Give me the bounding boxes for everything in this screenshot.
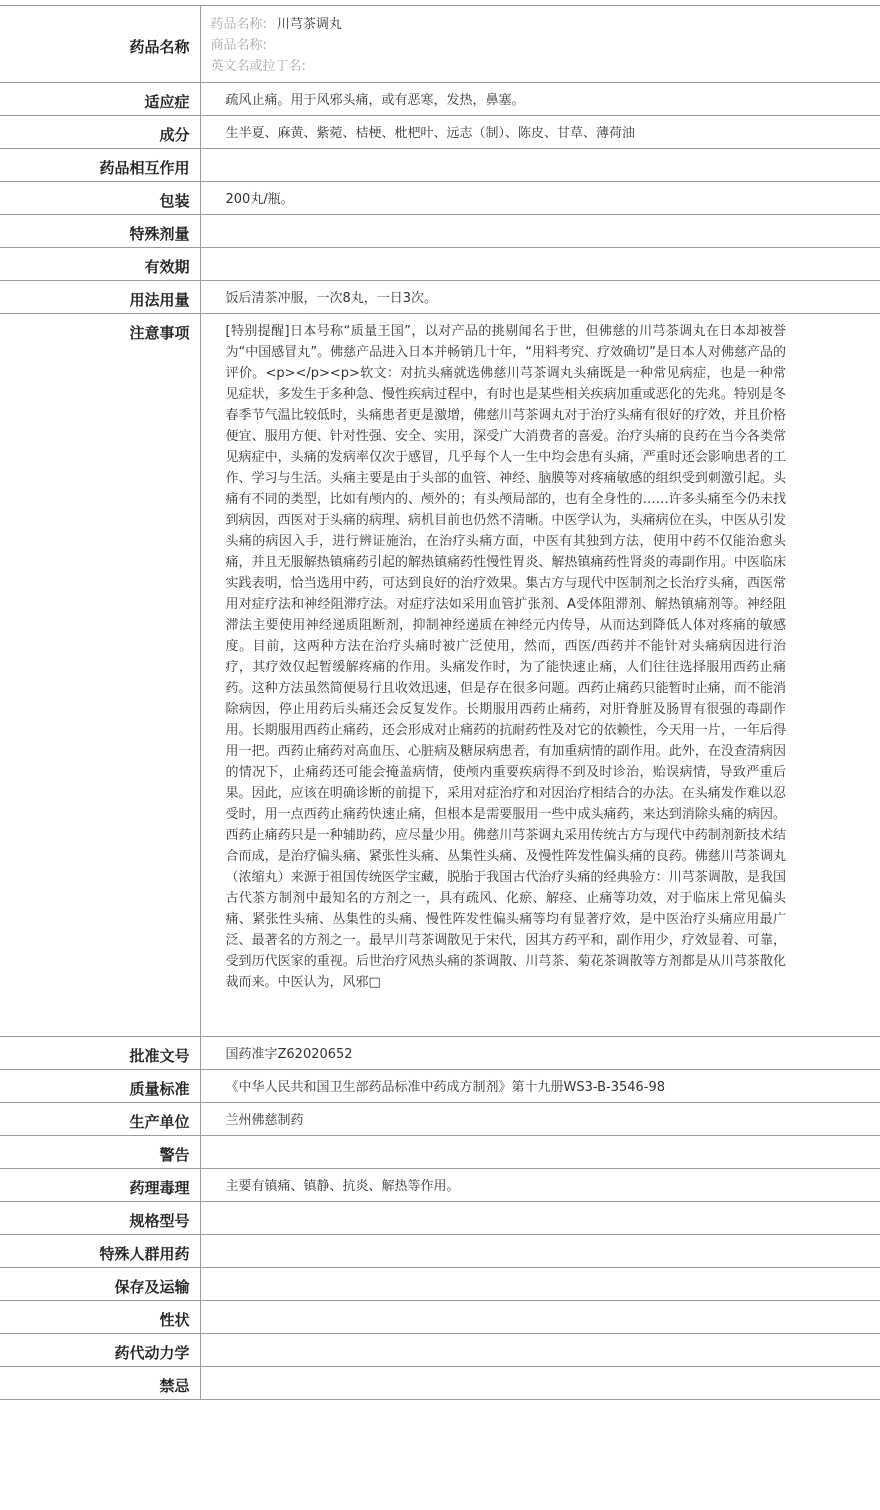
- row-label: 适应症: [0, 83, 200, 116]
- row-label: 生产单位: [0, 1103, 200, 1136]
- row-value: [200, 1268, 880, 1301]
- row-value: [200, 1301, 880, 1334]
- row-specification: [0, 1202, 880, 1235]
- row-value: [200, 1202, 880, 1235]
- row-label: 有效期: [0, 248, 200, 281]
- row-value: [200, 1367, 880, 1400]
- row-storage-transport: [0, 1268, 880, 1301]
- row-label: 特殊人群用药: [0, 1235, 200, 1268]
- row-usage-dosage: [0, 281, 880, 314]
- row-value: [200, 1235, 880, 1268]
- row-appearance: [0, 1301, 880, 1334]
- row-special-populations: [0, 1235, 880, 1268]
- row-label: 用法用量: [0, 281, 200, 314]
- row-value: 《中华人民共和国卫生部药品标准中药成方制剂》第十九册WS3-B-3546-98: [200, 1070, 880, 1103]
- row-label: 警告: [0, 1136, 200, 1169]
- drug-name-line: [211, 14, 787, 35]
- row-pharmacokinetics: [0, 1334, 880, 1367]
- row-approval-number: [0, 1037, 880, 1070]
- row-precautions: [0, 314, 880, 1037]
- drug-info-table: [0, 5, 880, 1400]
- row-label: 注意事项: [0, 314, 200, 1037]
- row-label: 特殊剂量: [0, 215, 200, 248]
- row-value: 国药准字Z62020652: [200, 1037, 880, 1070]
- row-quality-standard: [0, 1070, 880, 1103]
- row-value: [200, 1136, 880, 1169]
- drug-name-values: [200, 6, 880, 83]
- precautions-text: [特别提醒]日本号称“质量王国”，以对产品的挑剔闻名于世，但佛慈的川芎茶调丸在日本却被誉为“中国感冒丸”。佛慈产品进入日本并畅销几十年，“用料考究、疗效确切”是日本人对佛慈产品的评价。<p></p><p>软文：对抗头痛就选佛慈川芎茶调丸头痛既是一种常见病症，也是一种常见症状，多发生于多种急、慢性疾病过程中，有时也是某些相关疾病加重或恶化的先兆。特别是冬春季节气温比较低时，头痛患者更是激增，佛慈川芎茶调丸对于治疗头痛有很好的疗效，并且价格便宜、服用方便、针对性强、安全、实用，深受广大消费者的喜爱。治疗头痛的良药在当今各类常见病症中，头痛的发病率仅次于感冒，几乎每个人一生中均会患有头痛，严重时还会影响患者的工作、学习与生活。头痛主要是由于头部的血管、神经、脑膜等对疼痛敏感的组织受到刺激引起。头痛有不同的类型，比如有颅内的、颅外的；有头颅局部的，也有全身性的……许多头痛至今仍未找到病因，西医对于头痛的病理、病机目前也仍然不清晰。中医学认为，头痛病位在头，中医从引发头痛的病因入手，进行辨证施治，在治疗头痛方面，中医有其独到方法，使用中药不仅能治愈头痛，并且无服解热镇痛药引起的解热镇痛药性慢性胃炎、解热镇痛药性肾炎的毒副作用。中医临床实践表明，恰当选用中药，可达到良好的治疗效果。集古方与现代中医制剂之长治疗头痛，西医常用对症疗法和神经阻滞疗法。对症疗法如采用血管扩张剂、A受体阻滞剂、解热镇痛剂等。神经阻滞法主要使用神经递质阻断剂，抑制神经递质在神经元内传导，从而达到降低人体对疼痛的敏感度。目前，这两种方法在治疗头痛时被广泛使用，然而，西医/西药并不能针对头痛病因进行治疗，其疗效仅起暂缓解疼痛的作用。头痛发作时，为了能快速止痛，人们往往选择服用西药止痛药。这种方法虽然简便易行且收效迅速，但是存在很多问题。西药止痛药只能暂时止痛，而不能消除病因，停止用药后头痛还会反复发作。长期服用西药止痛药，对肝脊脏及肠胃有很强的毒副作用。长期服用西药止痛药，还会形成对止痛药的抗耐药性及对它的依赖性，今天用一片，一年后得用一把。西药止痛药对高血压、心脏病及糖尿病患者，有加重病情的副作用。此外，在没查清病因的情况下，止痛药还可能会掩盖病情，使颅内重要疾病得不到及时诊治，贻误病情，导致严重后果。因此，应该在明确诊断的前提下，采用对症治疗和对因治疗相结合的办法。在头痛发作难以忍受时，用一点西药止痛药快速止痛，但根本是需要服用一些中成头痛药，来达到消除头痛的病因。西药止痛药只是一种辅助药，应尽量少用。佛慈川芎茶调丸采用传统古方与现代中药制剂新技术结合而成，是治疗偏头痛、紧张性头痛、丛集性头痛、及慢性阵发性偏头痛的良药。佛慈川芎茶调丸（浓缩丸）来源于祖国传统医学宝藏，脱胎于我国古代治疗头痛的经典验方：川芎茶调散，是我国古代茶方制剂中最知名的方剂之一，具有疏风、化瘀、解痉、止痛等功效，对于临床上常见偏头痛、紧张性头痛、丛集性的头痛、慢性阵发性偏头痛等均有显著疗效，是中医治疗头痛应用最广泛、最著名的方剂之一。最早川芎茶调散见于宋代，因其方药平和，副作用少，疗效显着、可靠，受到历代医家的重视。后世治疗风热头痛的茶调散、川芎茶、菊花茶调散等方剂都是从川芎茶散化裁而来。中医认为，风邪□: [200, 314, 880, 1037]
- row-value: [200, 248, 880, 281]
- row-label: 质量标准: [0, 1070, 200, 1103]
- trade-name-line: [211, 35, 787, 56]
- row-label: 批准文号: [0, 1037, 200, 1070]
- row-ingredients: [0, 116, 880, 149]
- row-label: 保存及运输: [0, 1268, 200, 1301]
- row-label: 禁忌: [0, 1367, 200, 1400]
- row-label: 药理毒理: [0, 1169, 200, 1202]
- row-label: 性状: [0, 1301, 200, 1334]
- drug-info-sheet: [0, 5, 880, 1400]
- row-pharmacology: [0, 1169, 880, 1202]
- row-label: 药品相互作用: [0, 149, 200, 182]
- row-packaging: [0, 182, 880, 215]
- row-label: 包装: [0, 182, 200, 215]
- trade-name-label: 商品名称:: [210, 38, 267, 53]
- row-value: [200, 1334, 880, 1367]
- row-value: [200, 149, 880, 182]
- row-label: 药代动力学: [0, 1334, 200, 1367]
- row-interactions: [0, 149, 880, 182]
- latin-name-line: [211, 56, 787, 77]
- latin-name-label: 英文名或拉丁名:: [210, 59, 306, 74]
- row-expiry: [0, 248, 880, 281]
- row-value: 主要有镇痛、镇静、抗炎、解热等作用。: [200, 1169, 880, 1202]
- row-drug-name: [0, 6, 880, 83]
- row-value: 饭后清茶冲服，一次8丸，一日3次。: [200, 281, 880, 314]
- row-value: 兰州佛慈制药: [200, 1103, 880, 1136]
- row-manufacturer: [0, 1103, 880, 1136]
- row-label: 药品名称: [0, 6, 200, 83]
- drug-name-label: 药品名称:: [210, 17, 267, 32]
- row-label: 成分: [0, 116, 200, 149]
- row-label: 规格型号: [0, 1202, 200, 1235]
- drug-name-value: 川芎茶调丸: [276, 17, 342, 32]
- row-indications: [0, 83, 880, 116]
- row-value: [200, 215, 880, 248]
- row-value: 疏风止痛。用于风邪头痛，或有恶寒，发热，鼻塞。: [200, 83, 880, 116]
- row-value: 200丸/瓶。: [200, 182, 880, 215]
- row-warning: [0, 1136, 880, 1169]
- row-value: 生半夏、麻黄、紫菀、桔梗、枇杷叶、远志（制）、陈皮、甘草、薄荷油: [200, 116, 880, 149]
- row-special-dosage: [0, 215, 880, 248]
- row-contraindications: [0, 1367, 880, 1400]
